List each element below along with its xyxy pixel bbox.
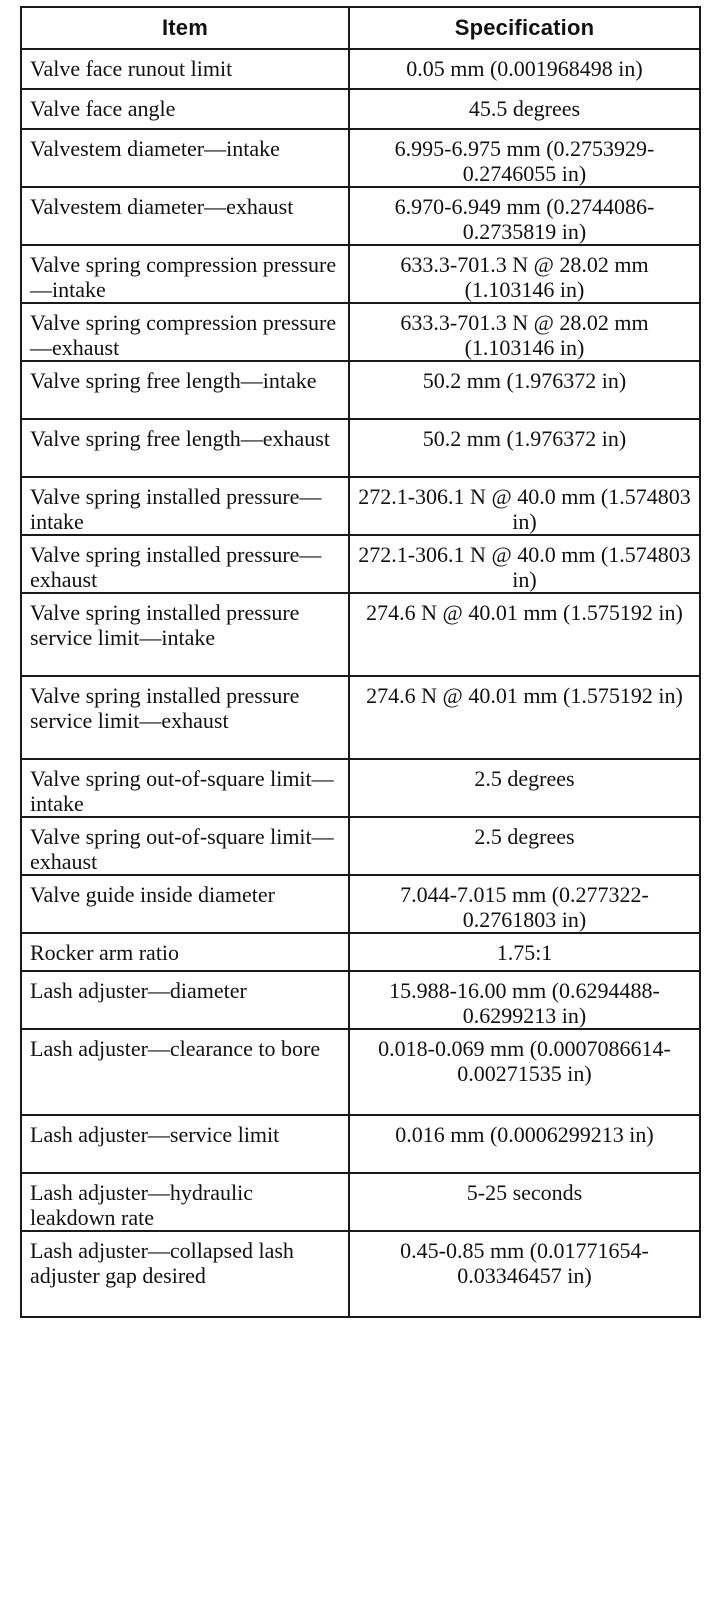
spec-text: 6.995-6.975 mm (0.2753929-0.2746055 in) (394, 136, 655, 186)
table-row (21, 593, 700, 676)
spec-cell (349, 1115, 700, 1173)
item-text: Lash adjuster—diameter (30, 978, 247, 1003)
table-row (21, 676, 700, 759)
spec-cell (349, 1029, 700, 1115)
table-row (21, 817, 700, 875)
item-text: Valve guide inside diameter (30, 882, 275, 907)
item-text: Valve spring installed pressure—intake (30, 484, 322, 534)
spec-text: 0.016 mm (0.0006299213 in) (395, 1122, 654, 1147)
table-row (21, 49, 700, 89)
item-cell (21, 361, 349, 419)
spec-cell (349, 245, 700, 303)
spec-text: 1.75:1 (496, 940, 553, 965)
item-text: Valve spring installed pressure service limit—exhaust (30, 683, 300, 733)
spec-text: 272.1-306.1 N @ 40.0 mm (1.574803 in) (358, 542, 691, 592)
spec-cell (349, 875, 700, 933)
spec-cell (349, 361, 700, 419)
item-cell (21, 245, 349, 303)
item-text: Lash adjuster—service limit (30, 1122, 280, 1147)
spec-text: 50.2 mm (1.976372 in) (422, 368, 627, 393)
spec-cell (349, 1173, 700, 1231)
spec-text: 0.05 mm (0.001968498 in) (406, 56, 643, 81)
item-cell (21, 1173, 349, 1231)
table-row (21, 303, 700, 361)
table-row (21, 875, 700, 933)
table-row (21, 535, 700, 593)
item-cell (21, 1029, 349, 1115)
spec-cell (349, 477, 700, 535)
item-cell (21, 676, 349, 759)
spec-cell (349, 1231, 700, 1317)
item-cell (21, 1231, 349, 1317)
spec-cell (349, 933, 700, 971)
spec-cell (349, 593, 700, 676)
table-row (21, 1029, 700, 1115)
item-text: Valve spring out-of-square limit—exhaust (30, 824, 334, 874)
item-cell (21, 129, 349, 187)
spec-cell (349, 971, 700, 1029)
item-text: Lash adjuster—collapsed lash adjuster gap desired (30, 1238, 294, 1288)
item-cell (21, 303, 349, 361)
spec-text: 0.018-0.069 mm (0.0007086614-0.00271535 in) (378, 1036, 671, 1086)
spec-cell (349, 817, 700, 875)
spec-text: 2.5 degrees (474, 824, 575, 849)
table-row (21, 1115, 700, 1173)
item-text: Valve spring free length—exhaust (30, 426, 330, 451)
spec-text: 633.3-701.3 N @ 28.02 mm (1.103146 in) (400, 310, 649, 360)
item-text: Valve spring compression pressure—exhaust (30, 310, 337, 360)
spec-text: 6.970-6.949 mm (0.2744086-0.2735819 in) (394, 194, 655, 244)
spec-cell (349, 303, 700, 361)
spec-text: 2.5 degrees (474, 766, 575, 791)
item-cell (21, 933, 349, 971)
table-row (21, 245, 700, 303)
item-cell (21, 535, 349, 593)
spec-text: 45.5 degrees (468, 96, 581, 121)
column-header-specification: Specification (349, 7, 700, 49)
item-text: Valve face angle (30, 96, 176, 121)
item-cell (21, 1115, 349, 1173)
item-text: Valve spring free length—intake (30, 368, 317, 393)
spec-cell (349, 187, 700, 245)
table-row (21, 419, 700, 477)
item-text: Valve spring compression pressure—intake (30, 252, 337, 302)
spec-text: 272.1-306.1 N @ 40.0 mm (1.574803 in) (358, 484, 691, 534)
item-cell (21, 971, 349, 1029)
item-cell (21, 49, 349, 89)
spec-cell (349, 535, 700, 593)
item-text: Valve spring installed pressure service limit—intake (30, 600, 300, 650)
table-row (21, 971, 700, 1029)
spec-text: 274.6 N @ 40.01 mm (1.575192 in) (366, 600, 683, 625)
item-text: Valve spring out-of-square limit—intake (30, 766, 334, 816)
spec-text: 5-25 seconds (466, 1180, 583, 1205)
spec-text: 15.988-16.00 mm (0.6294488-0.6299213 in) (389, 978, 660, 1028)
spec-cell (349, 419, 700, 477)
item-text: Valve spring installed pressure—exhaust (30, 542, 322, 592)
spec-cell (349, 759, 700, 817)
table-row (21, 361, 700, 419)
item-text: Valvestem diameter—exhaust (30, 194, 294, 219)
item-cell (21, 875, 349, 933)
item-cell (21, 817, 349, 875)
table-row (21, 1231, 700, 1317)
spec-text: 0.45-0.85 mm (0.01771654-0.03346457 in) (400, 1238, 649, 1288)
item-cell (21, 89, 349, 129)
table-row (21, 89, 700, 129)
item-cell (21, 187, 349, 245)
table-row (21, 129, 700, 187)
spec-cell (349, 89, 700, 129)
spec-text: 50.2 mm (1.976372 in) (422, 426, 627, 451)
item-text: Valvestem diameter—intake (30, 136, 280, 161)
item-cell (21, 419, 349, 477)
spec-text: 7.044-7.015 mm (0.277322-0.2761803 in) (400, 882, 649, 932)
specification-table (20, 6, 701, 1318)
table-row (21, 477, 700, 535)
item-text: Rocker arm ratio (30, 940, 180, 965)
item-cell (21, 593, 349, 676)
spec-cell (349, 676, 700, 759)
column-header-item: Item (21, 7, 349, 49)
table-header-row (21, 7, 700, 49)
table-row (21, 1173, 700, 1231)
spec-cell (349, 49, 700, 89)
item-cell (21, 477, 349, 535)
item-text: Valve face runout limit (30, 56, 233, 81)
table-row (21, 933, 700, 971)
table-row (21, 759, 700, 817)
item-text: Lash adjuster—hydraulic leakdown rate (30, 1180, 253, 1230)
item-cell (21, 759, 349, 817)
spec-cell (349, 129, 700, 187)
spec-text: 274.6 N @ 40.01 mm (1.575192 in) (366, 683, 683, 708)
spec-text: 633.3-701.3 N @ 28.02 mm (1.103146 in) (400, 252, 649, 302)
table-row (21, 187, 700, 245)
item-text: Lash adjuster—clearance to bore (30, 1036, 321, 1061)
